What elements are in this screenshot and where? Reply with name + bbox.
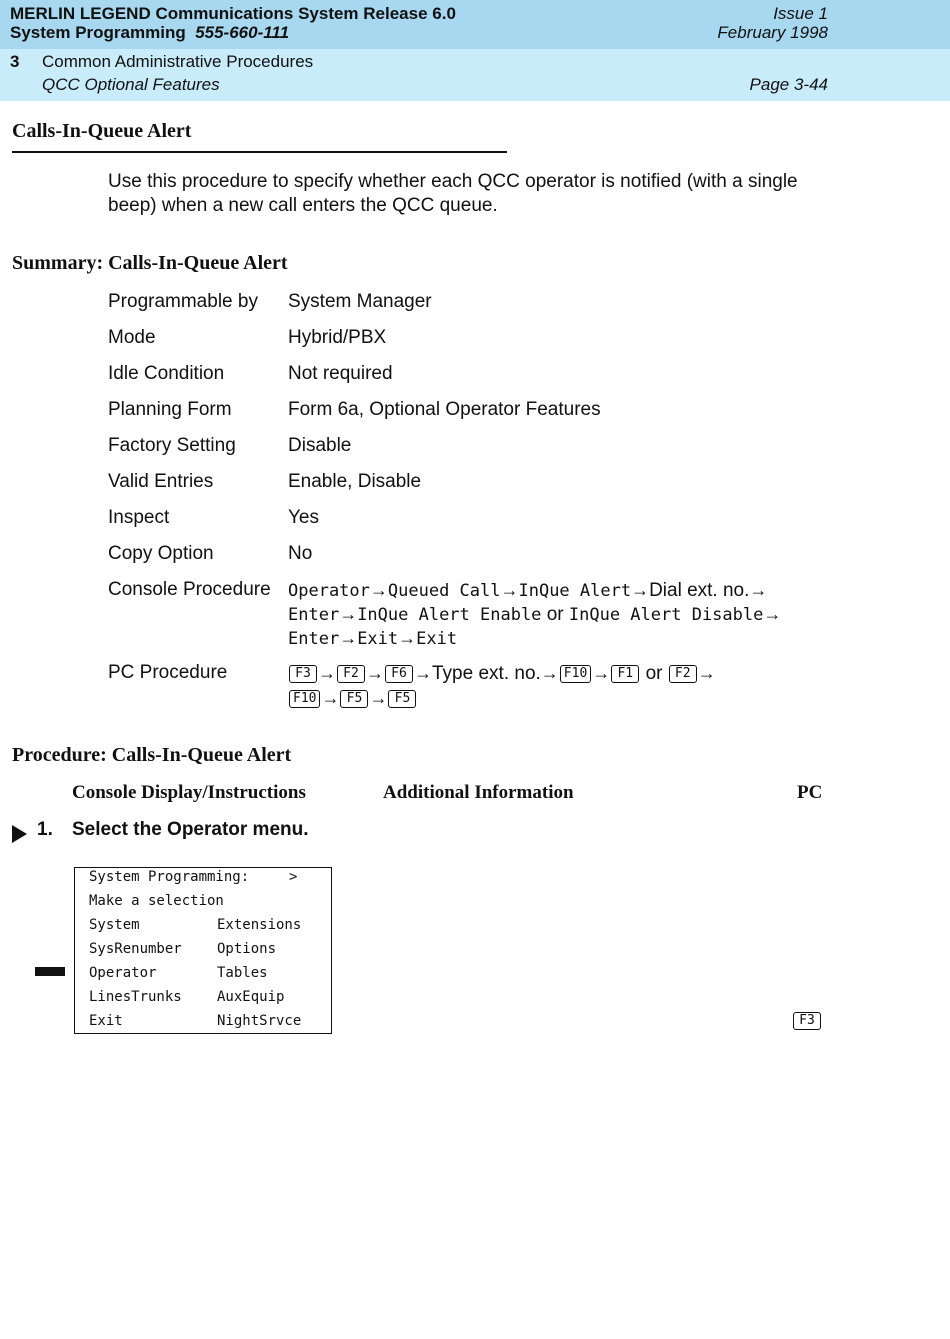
screen-option: Extensions: [217, 917, 302, 933]
column-header-console: Console Display/Instructions: [72, 782, 306, 803]
document-number: 555-660-111: [195, 23, 290, 42]
summary-heading: Summary: Calls-In-Queue Alert: [12, 252, 288, 274]
summary-value: Not required: [288, 363, 393, 384]
summary-label: Valid Entries: [108, 471, 214, 492]
procedure-heading: Procedure: Calls-In-Queue Alert: [12, 744, 292, 766]
screen-option: Options: [217, 941, 277, 957]
pc-procedure-line-2: F10 → F5 → F5: [288, 686, 417, 711]
console-display-screen: [74, 867, 332, 1034]
intro-line-2: beep) when a new call enters the QCC queue.: [108, 195, 498, 216]
screen-option: LinesTrunks: [89, 989, 182, 1005]
step-instruction: Select the Operator menu.: [72, 819, 309, 840]
chapter-name: Common Administrative Procedures: [42, 52, 314, 71]
function-key: F10: [289, 690, 320, 708]
page-number: Page 3-44: [749, 75, 828, 94]
console-step: InQue Alert Enable: [357, 605, 542, 625]
chapter-number: 3: [10, 52, 20, 71]
heading-rule: [12, 151, 507, 153]
screen-prompt: Make a selection: [89, 893, 224, 909]
summary-label: Idle Condition: [108, 363, 225, 384]
function-key: F6: [385, 665, 413, 683]
console-step: Enter: [288, 605, 340, 625]
console-step: Enter: [288, 629, 340, 649]
screen-option: System: [89, 917, 140, 933]
screen-option: Exit: [89, 1013, 123, 1029]
section-name: QCC Optional Features: [42, 75, 220, 94]
screen-option: AuxEquip: [217, 989, 285, 1005]
summary-value: Yes: [288, 507, 319, 528]
function-key: F3: [289, 665, 317, 683]
selection-pointer-icon: [35, 967, 65, 976]
step-number: 1.: [37, 819, 53, 840]
console-step: Exit: [416, 629, 458, 649]
function-key: F2: [669, 665, 697, 683]
console-step: Exit: [357, 629, 399, 649]
screen-option: Tables: [217, 965, 268, 981]
function-key: F5: [340, 690, 368, 708]
console-or: or: [546, 604, 564, 625]
issue-label: Issue 1: [773, 4, 828, 23]
console-step: InQue Alert Disable: [568, 605, 764, 625]
summary-label: Factory Setting: [108, 435, 236, 456]
console-step: Dial ext. no.: [649, 580, 750, 601]
function-key: F5: [388, 690, 416, 708]
pc-key-column: [792, 1012, 822, 1031]
summary-value: Disable: [288, 435, 352, 456]
console-procedure-line-1: Operator→Queued Call→InQue Alert→Dial ext. no.→: [288, 580, 768, 601]
page-heading: Calls-In-Queue Alert: [12, 120, 192, 142]
screen-option: SysRenumber: [89, 941, 182, 957]
issue-date: February 1998: [717, 23, 828, 42]
console-procedure-line-2: Enter→InQue Alert Enable or InQue Alert Disable→: [288, 604, 782, 625]
console-step: InQue Alert: [518, 581, 632, 601]
summary-label: Copy Option: [108, 543, 214, 564]
column-header-info: Additional Information: [383, 782, 574, 803]
intro-line-1: Use this procedure to specify whether each QCC operator is notified (with a single: [108, 171, 798, 192]
console-procedure-line-3: Enter→Exit→Exit: [288, 628, 458, 649]
function-key: F10: [560, 665, 591, 683]
summary-label: Planning Form: [108, 399, 232, 420]
screen-option: NightSrvce: [217, 1013, 302, 1029]
pc-procedure-label: PC Procedure: [108, 662, 228, 683]
pc-step: Type ext. no.: [432, 663, 541, 684]
function-key: F3: [793, 1012, 821, 1030]
document-title: MERLIN LEGEND Communications System Release 6.0: [10, 4, 456, 23]
pc-procedure-line-1: F3 → F2 → F6 →Type ext. no.→ F10 → F1 or F2 →: [288, 661, 716, 686]
screen-title: System Programming:: [89, 869, 250, 885]
step-marker-icon: [12, 825, 27, 843]
function-key: F2: [337, 665, 365, 683]
function-key: F1: [611, 665, 639, 683]
summary-label: Inspect: [108, 507, 170, 528]
pc-or: or: [645, 663, 663, 684]
console-step: Operator: [288, 581, 370, 601]
screen-more-indicator: >: [289, 869, 298, 885]
summary-label: Programmable by: [108, 291, 258, 312]
summary-value: Enable, Disable: [288, 471, 422, 492]
document-subtitle: System Programming 555-660-111: [10, 23, 290, 42]
summary-label: Mode: [108, 327, 156, 348]
console-step: Queued Call: [387, 581, 501, 601]
summary-value: Form 6a, Optional Operator Features: [288, 399, 601, 420]
summary-value: No: [288, 543, 313, 564]
console-procedure-label: Console Procedure: [108, 579, 271, 600]
screen-option-selected: Operator: [89, 965, 157, 981]
column-header-pc: PC: [797, 782, 823, 803]
summary-value: Hybrid/PBX: [288, 327, 387, 348]
summary-value: System Manager: [288, 291, 432, 312]
